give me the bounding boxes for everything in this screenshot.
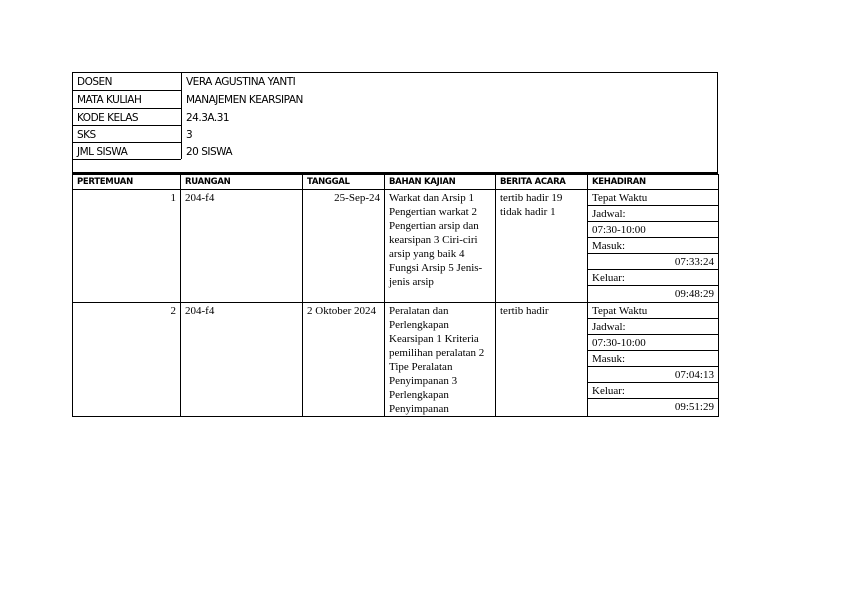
kodekelas-value: 24.3A.31 <box>186 112 230 124</box>
matakuliah-value: MANAJEMEN KEARSIPAN <box>186 94 303 106</box>
berita-acara-cell: tertib hadir 19 tidak hadir 1 <box>496 190 588 303</box>
kehadiran-status: Tepat Waktu <box>588 190 718 206</box>
tanggal-cell: 25-Sep-24 <box>303 190 385 303</box>
masuk-label: Masuk: <box>588 351 718 367</box>
pertemuan-cell: 2 <box>73 303 181 417</box>
keluar-value: 09:51:29 <box>674 401 714 413</box>
dosen-value: VERA AGUSTINA YANTI <box>186 76 296 88</box>
tanggal-cell: 2 Oktober 2024 <box>303 303 385 417</box>
masuk-label: Masuk: <box>588 238 718 254</box>
berita-acara-cell: tertib hadir <box>496 303 588 417</box>
bahan-kajian-cell: Peralatan dan Perlengkapan Kearsipan 1 Kriteria pemilihan peralatan 2 Tipe Peralatan Penyimpanan 3 Perlengkapan Penyimpanan <box>385 303 496 417</box>
masuk-value: 07:04:13 <box>588 367 718 383</box>
keluar-label: Keluar: <box>588 383 718 399</box>
col-header-tanggal: TANGGAL <box>303 175 385 190</box>
matakuliah-label: MATA KULIAH <box>77 94 142 106</box>
table-row <box>73 190 719 303</box>
col-header-ruangan: RUANGAN <box>181 175 303 190</box>
table-row <box>73 303 719 417</box>
col-header-kehadiran: KEHADIRAN <box>588 175 719 190</box>
course-info-block <box>72 72 718 174</box>
jmlsiswa-value: 20 SISWA <box>186 146 233 158</box>
col-header-pertemuan: PERTEMUAN <box>73 175 181 190</box>
jadwal-value: 07:30-10:00 <box>588 335 718 351</box>
keluar-value: 09:48:29 <box>674 288 714 300</box>
sks-label: SKS <box>77 129 96 141</box>
jmlsiswa-label: JML SISWA <box>77 146 128 158</box>
kehadiran-cell <box>588 303 719 417</box>
dosen-row <box>73 73 717 91</box>
jadwal-label: Jadwal: <box>588 206 718 222</box>
col-header-bahan-kajian: BAHAN KAJIAN <box>385 175 496 190</box>
kodekelas-label: KODE KELAS <box>77 112 139 124</box>
jadwal-label: Jadwal: <box>588 319 718 335</box>
keluar-label: Keluar: <box>588 270 718 286</box>
masuk-value: 07:33:24 <box>588 254 718 270</box>
info-rule <box>73 159 181 160</box>
table-header-row <box>73 175 719 190</box>
kehadiran-status: Tepat Waktu <box>588 303 718 319</box>
bahan-kajian-cell: Warkat dan Arsip 1 Pengertian warkat 2 Pengertian arsip dan kearsipan 3 Ciri-ciri arsip yang baik 4 Fungsi Arsip 5 Jenis-jenis arsip <box>385 190 496 303</box>
attendance-table <box>72 174 719 417</box>
dosen-label: DOSEN <box>77 76 113 88</box>
col-header-berita-acara: BERITA ACARA <box>496 175 588 190</box>
sks-value: 3 <box>186 129 193 141</box>
ruangan-cell: 204-f4 <box>181 303 303 417</box>
ruangan-cell: 204-f4 <box>181 190 303 303</box>
pertemuan-cell: 1 <box>73 190 181 303</box>
matakuliah-row <box>73 91 717 109</box>
jadwal-value: 07:30-10:00 <box>588 222 718 238</box>
attendance-sheet <box>72 72 718 417</box>
kehadiran-cell <box>588 190 719 303</box>
